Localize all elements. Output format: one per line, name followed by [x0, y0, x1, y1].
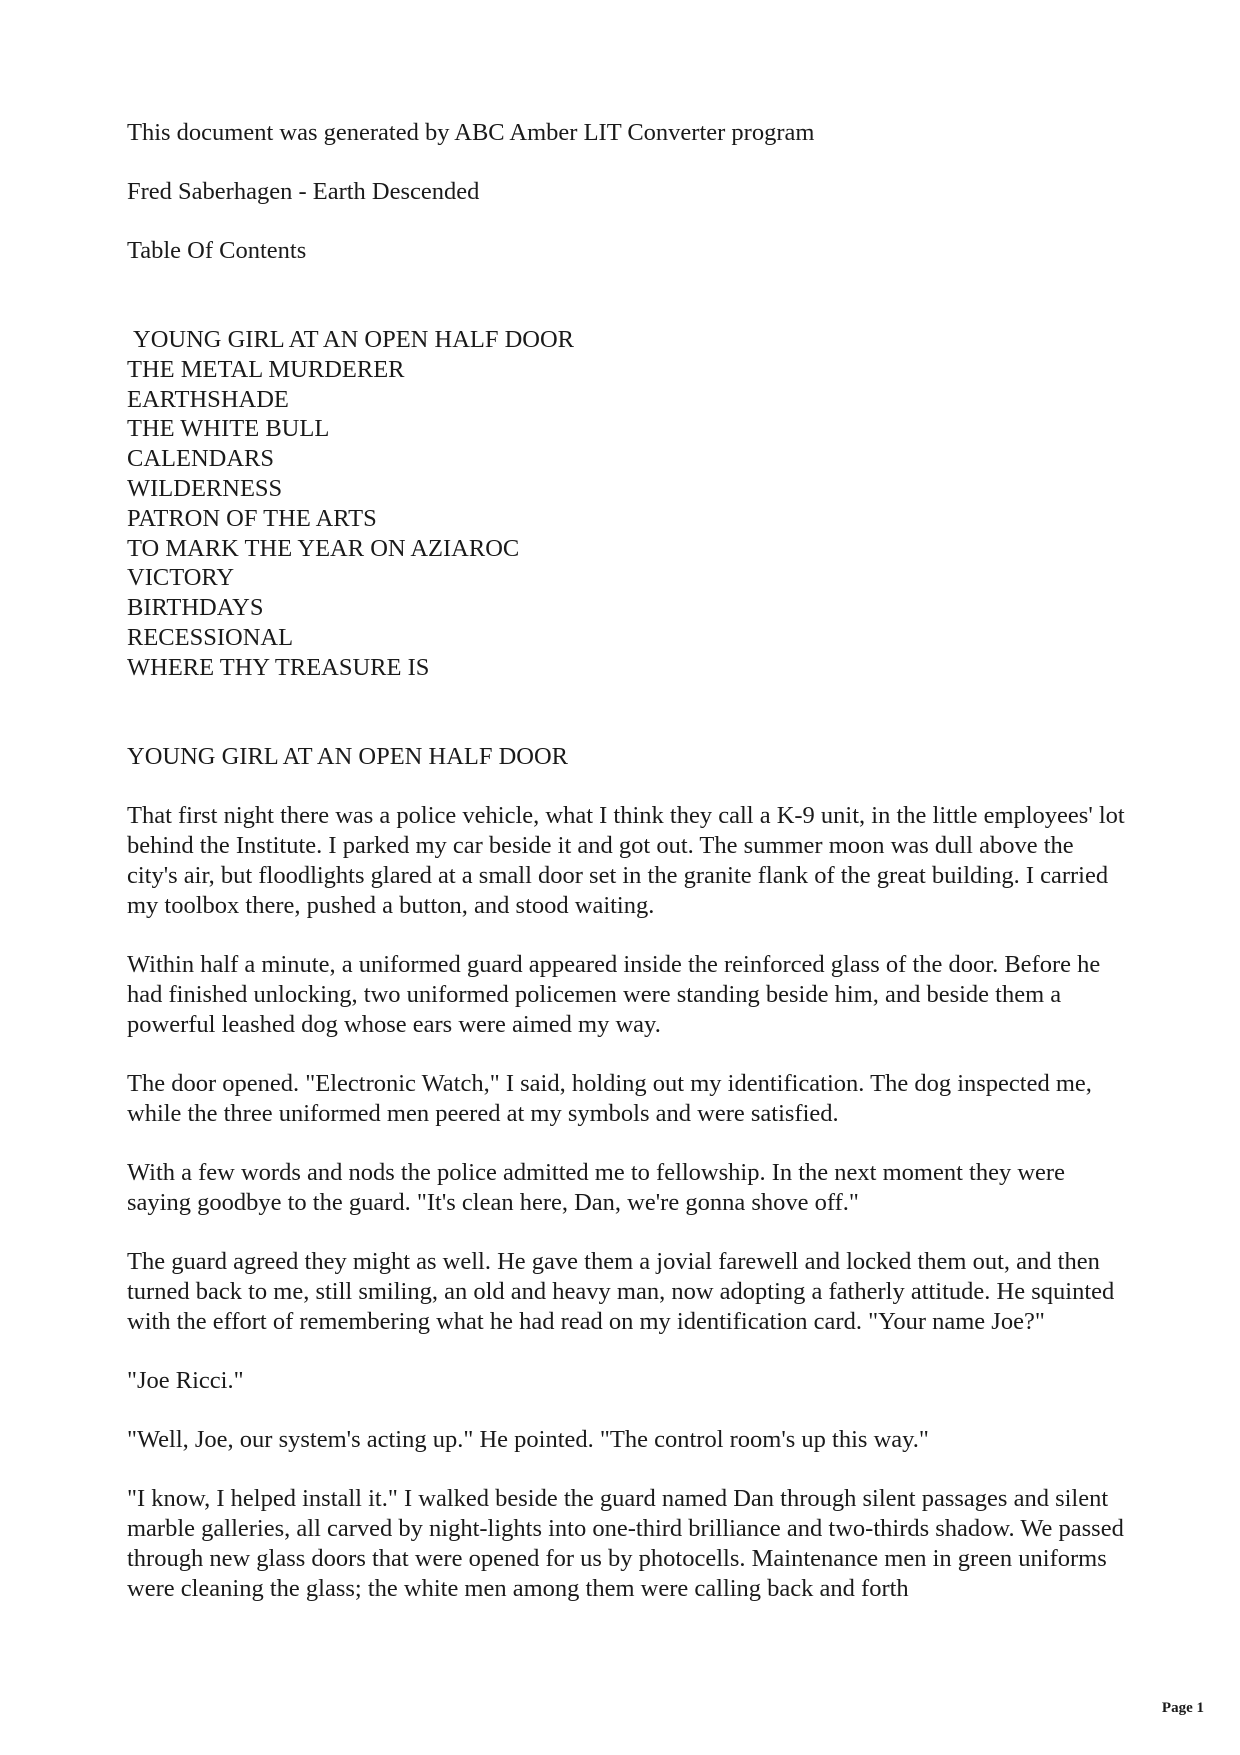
toc-item[interactable]: YOUNG GIRL AT AN OPEN HALF DOOR — [133, 326, 575, 353]
body-paragraph: The door opened. "Electronic Watch," I said, holding out my identification. The dog inspected me, while the three uniformed men peered at my symbols and were satisfied. — [127, 1069, 1092, 1127]
toc-item[interactable]: TO MARK THE YEAR ON AZIAROC — [127, 534, 520, 562]
book-title: Fred Saberhagen - Earth Descended — [127, 178, 480, 205]
body-paragraph: With a few words and nods the police admitted me to fellowship. In the next moment they were saying goodbye to the guard. "It's clean here, Dan, we're gonna shove off." — [127, 1158, 1065, 1216]
body-paragraph: The guard agreed they might as well. He gave them a jovial farewell and locked them out, and then turned back to me, still smiling, an old and heavy man, now adopting a fatherly attitude. He squinted with the effort of remembering what he had read on my identification card. "Your name Joe?" — [127, 1247, 1115, 1335]
body-paragraph: "I know, I helped install it." I walked beside the guard named Dan through silent passages and silent marble galleries, all carved by night-lights into one-third brilliance and two-thirds shadow. We passed through new glass doors that were opened for us by photocells. Maintenance men in green uniforms were cleaning the glass; the white men among them were calling back and forth — [127, 1484, 1124, 1602]
body-paragraph: "Joe Ricci." — [127, 1366, 244, 1394]
generator-note: This document was generated by ABC Amber LIT Converter program — [127, 119, 815, 146]
toc-item[interactable]: THE WHITE BULL — [127, 415, 330, 443]
body-paragraph: That first night there was a police vehicle, what I think they call a K-9 unit, in the little employees' lot behind the Institute. I parked my car beside it and got out. The summer moon was dull above the city's air, but floodlights glared at a small door set in the granite flank of the great building. I carried my toolbox there, pushed a button, and stood waiting. — [127, 801, 1125, 919]
chapter-heading: YOUNG GIRL AT AN OPEN HALF DOOR — [127, 742, 569, 770]
toc-item[interactable]: RECESSIONAL — [127, 623, 294, 651]
toc-item[interactable]: WILDERNESS — [127, 474, 283, 502]
toc-item[interactable]: CALENDARS — [127, 445, 275, 473]
toc-item[interactable]: VICTORY — [127, 564, 235, 592]
toc-item[interactable]: EARTHSHADE — [127, 385, 289, 413]
body-paragraph: "Well, Joe, our system's acting up." He pointed. "The control room's up this way." — [127, 1425, 929, 1453]
page-content — [127, 118, 1127, 1633]
toc-item[interactable]: WHERE THY TREASURE IS — [127, 653, 430, 681]
toc-heading: Table Of Contents — [127, 237, 307, 264]
page-number: Page 1 — [1161, 1700, 1204, 1716]
table-of-contents — [127, 325, 1127, 683]
toc-item[interactable]: THE METAL MURDERER — [127, 355, 405, 383]
toc-item[interactable]: PATRON OF THE ARTS — [127, 504, 377, 532]
toc-item[interactable]: BIRTHDAYS — [127, 594, 264, 622]
body-paragraph: Within half a minute, a uniformed guard appeared inside the reinforced glass of the door. Before he had finished unlocking, two uniformed policemen were standing beside him, and beside them a powerful leashed dog whose ears were aimed my way. — [127, 950, 1101, 1038]
